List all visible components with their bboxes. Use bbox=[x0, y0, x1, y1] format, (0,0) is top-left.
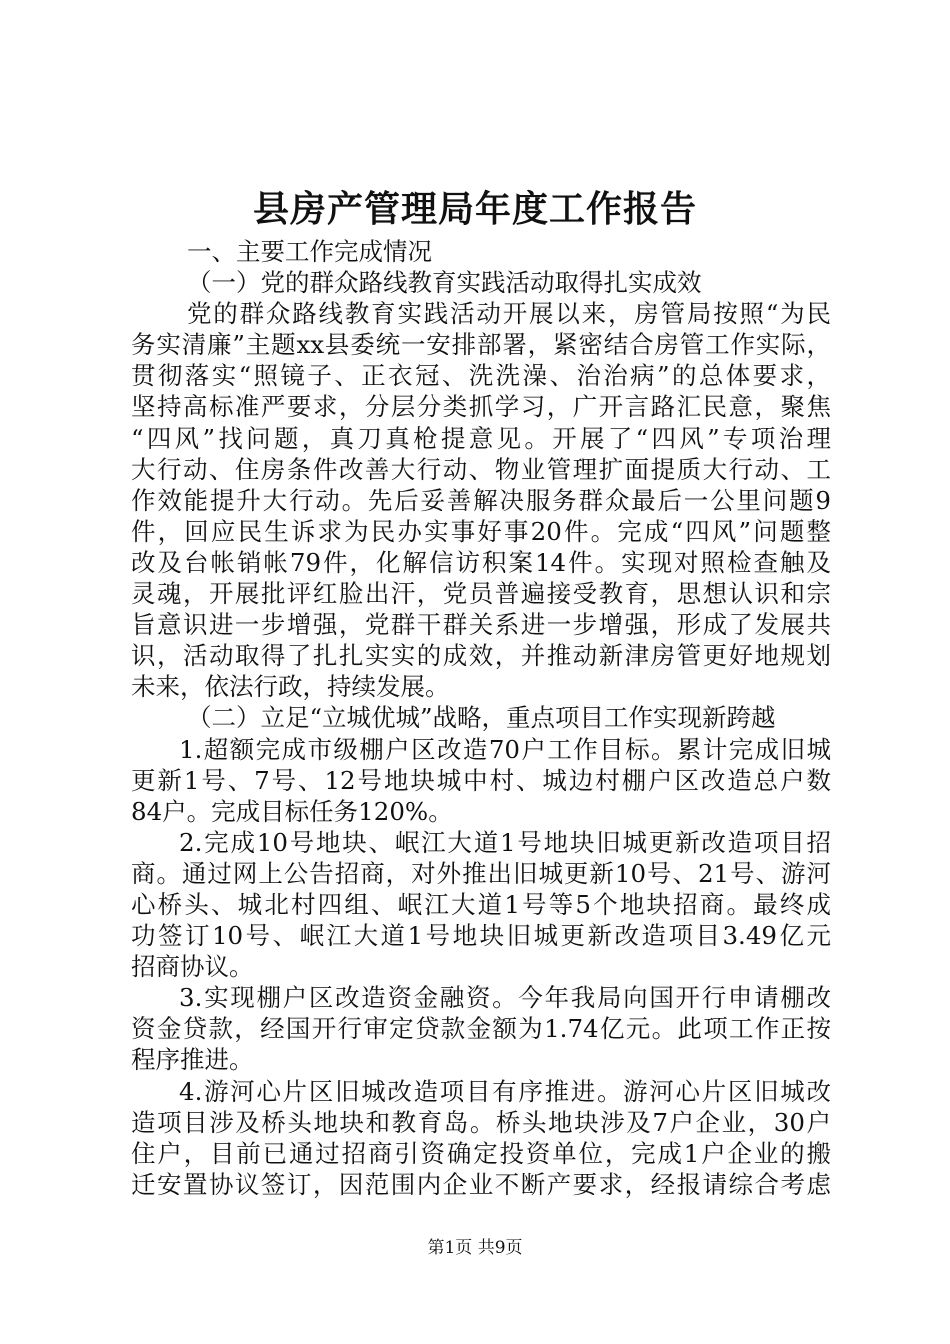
text-line: 84户。完成目标任务120%。 bbox=[131, 796, 453, 826]
text-line: 招商协议。 bbox=[131, 952, 254, 982]
text-line: 1.超额完成市级棚户区改造70户工作目标。累计完成旧城 bbox=[179, 734, 831, 764]
text-line: 2.完成10号地块、岷江大道1号地块旧城更新改造项目招 bbox=[179, 827, 831, 857]
text-line: 一、主要工作完成情况 bbox=[187, 237, 432, 266]
text-line: 资金贷款，经国开行审定贷款金额为1.74亿元。此项工作正按 bbox=[131, 1014, 831, 1044]
text-line: 务实清廉”主题xx县委统一安排部署，紧密结合房管工作实际， bbox=[131, 330, 831, 360]
text-line: 党的群众路线教育实践活动开展以来，房管局按照“为民 bbox=[187, 299, 831, 329]
text-line: 改及台帐销帐79件，化解信访积案14件。实现对照检查触及 bbox=[131, 547, 831, 577]
text-line: （二）立足“立城优城”战略，重点项目工作实现新跨越 bbox=[187, 703, 776, 733]
text-line: 更新1号、7号、12号地块城中村、城边村棚户区改造总户数 bbox=[131, 765, 831, 795]
document-body bbox=[131, 236, 831, 1200]
text-line: 贯彻落实“照镜子、正衣冠、洗洗澡、治治病”的总体要求， bbox=[131, 361, 831, 391]
text-line: 识，活动取得了扎扎实实的成效，并推动新津房管更好地规划 bbox=[131, 641, 831, 671]
text-line: 迁安置协议签订，因范围内企业不断产要求，经报请综合考虑 bbox=[131, 1169, 831, 1199]
text-line: 4.游河心片区旧城改造项目有序推进。游河心片区旧城改 bbox=[179, 1076, 831, 1106]
text-line: 商。通过网上公告招商，对外推出旧城更新10号、21号、游河 bbox=[131, 858, 831, 888]
text-line: 坚持高标准严要求，分层分类抓学习，广开言路汇民意，聚焦 bbox=[131, 392, 831, 422]
text-line: 造项目涉及桥头地块和教育岛。桥头地块涉及7户企业，30户 bbox=[131, 1107, 831, 1137]
text-line: 心桥头、城北村四组、岷江大道1号等5个地块招商。最终成 bbox=[131, 889, 831, 919]
document-title: 县房产管理局年度工作报告 bbox=[252, 188, 697, 230]
text-line: 旨意识进一步增强，党群干群关系进一步增强，形成了发展共 bbox=[131, 610, 831, 640]
text-line: 件，回应民生诉求为民办实事好事20件。完成“四风”问题整 bbox=[131, 516, 831, 546]
text-line: 大行动、住房条件改善大行动、物业管理扩面提质大行动、工 bbox=[131, 454, 831, 484]
text-line: 功签订10号、岷江大道1号地块旧城更新改造项目3.49亿元 bbox=[131, 921, 831, 951]
text-line: 未来，依法行政，持续发展。 bbox=[131, 672, 450, 702]
text-line: （一）党的群众路线教育实践活动取得扎实成效 bbox=[187, 268, 702, 298]
text-line: 灵魂，开展批评红脸出汗，党员普遍接受教育，思想认识和宗 bbox=[131, 579, 831, 609]
text-line: 3.实现棚户区改造资金融资。今年我局向国开行申请棚改 bbox=[179, 983, 831, 1013]
text-line: “四风”找问题，真刀真枪提意见。开展了“四风”专项治理 bbox=[131, 423, 831, 453]
text-line: 作效能提升大行动。先后妥善解决服务群众最后一公里问题9 bbox=[131, 485, 831, 515]
text-line: 住户，目前已通过招商引资确定投资单位，完成1户企业的搬 bbox=[131, 1138, 831, 1168]
page-footer: 第1页 共9页 bbox=[427, 1238, 523, 1258]
text-line: 程序推进。 bbox=[131, 1045, 254, 1075]
